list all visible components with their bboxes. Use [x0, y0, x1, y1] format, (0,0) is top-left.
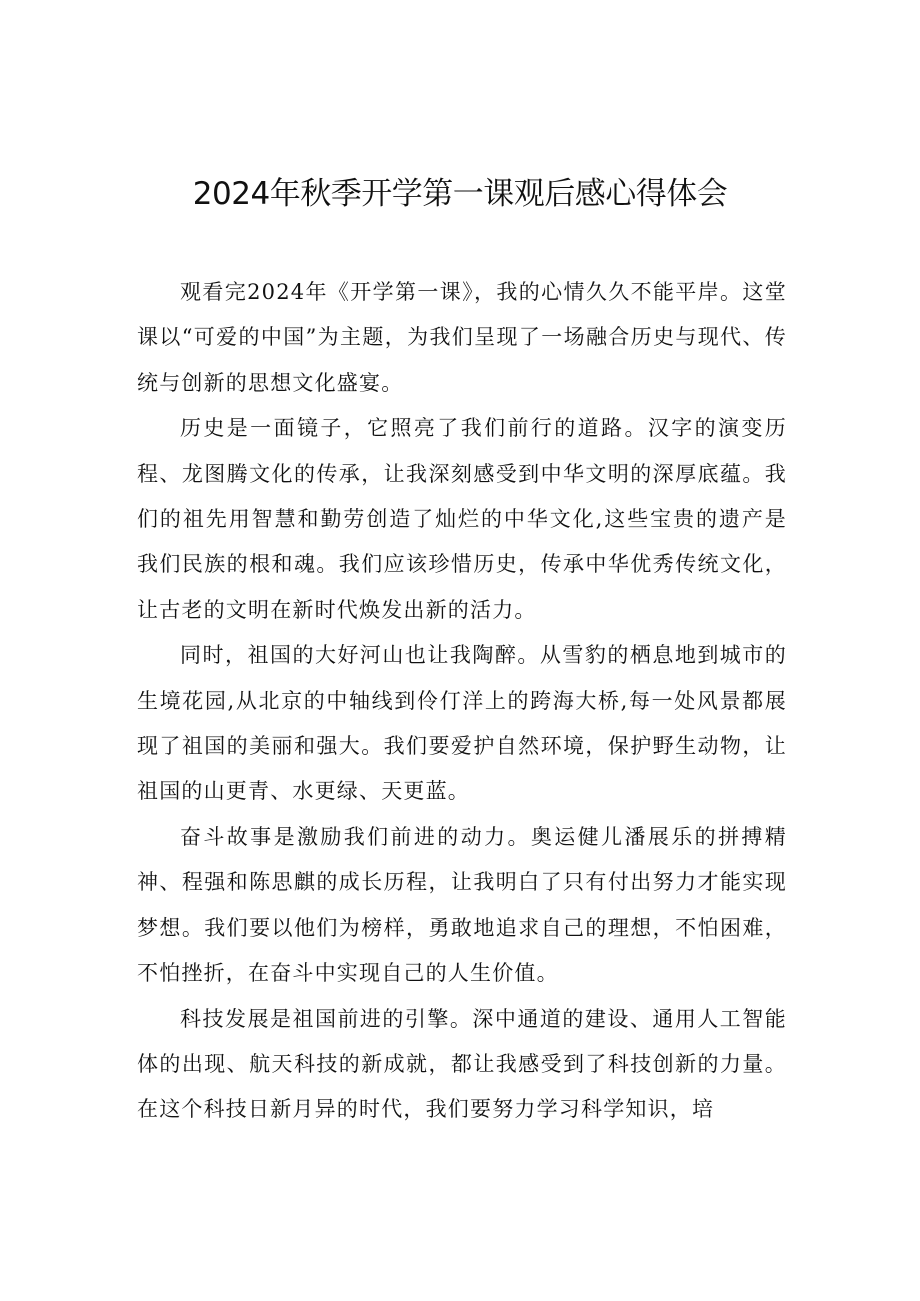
paragraph-3: 同时，祖国的大好河山也让我陶醉。从雪豹的栖息地到城市的生境花园,从北京的中轴线到伶仃洋上的跨海大桥,每一处风景都展现了祖国的美丽和强大。我们要爱护自然环境，保护野生动物，让祖国的山更青、水更绿、天更蓝。 [137, 643, 787, 804]
document-title: 2024年秋季开学第一课观后感心得体会 [192, 176, 728, 212]
paragraph-1: 观看完2024年《开学第一课》，我的心情久久不能平岸。这堂课以“可爱的中国”为主题，为我们呈现了一场融合历史与现代、传统与创新的思想文化盛宴。 [137, 280, 787, 395]
paragraph-4: 奋斗故事是激励我们前进的动力。奥运健儿潘展乐的拼搏精神、程强和陈思麒的成长历程，让我明白了只有付出努力才能实现梦想。我们要以他们为榜样，勇敢地追求自己的理想，不怕困难，不怕挫折，在奋斗中实现自己的人生价值。 [137, 824, 787, 986]
document-body [137, 270, 787, 1133]
paragraph-5: 科技发展是祖国前进的引擎。深中通道的建设、通用人工智能体的出现、航天科技的新成就，都让我感受到了科技创新的力量。在这个科技日新月异的时代，我们要努力学习科学知识，培 [137, 1006, 787, 1122]
paragraph-2: 历史是一面镜子，它照亮了我们前行的道路。汉字的演变历程、龙图腾文化的传承，让我深刻感受到中华文明的深厚底蕴。我们的祖先用智慧和勤劳创造了灿烂的中华文化,这些宝贵的遗产是我们民族的根和魂。我们应该珍惜历史，传承中华优秀传统文化，让古老的文明在新时代焕发出新的活力。 [137, 416, 787, 622]
